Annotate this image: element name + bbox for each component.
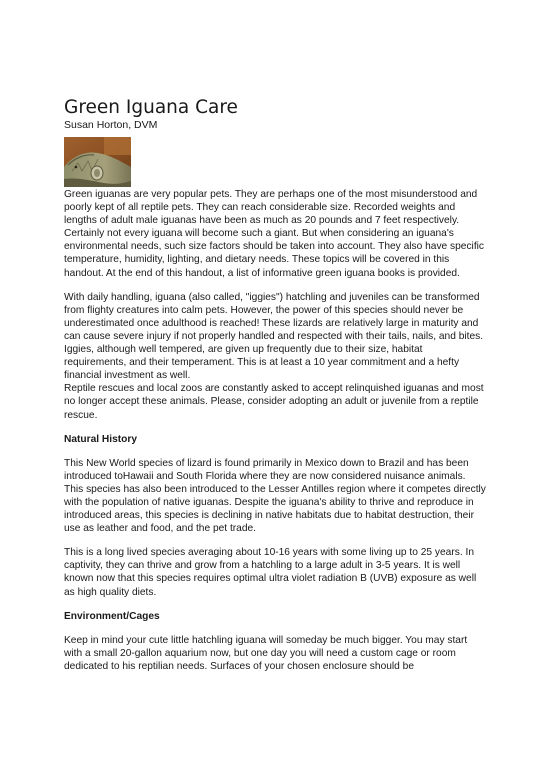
paragraph-environment-1: Keep in mind your cute little hatchling iguana will someday be much bigger. You may start with a small 20-gallon aquarium now, but one day you will need a custom cage or room dedicated to his reptilian needs. Surfaces of your chosen enclosure should be [64,634,468,672]
document-title: Green Iguana Care [64,97,238,118]
paragraph-natural-history-2: This is a long lived species averaging about 10-16 years with some living up to 25 years. In captivity, they can thrive and grow from a hatchling to a large adult in 3-5 years. It is well known now that this species requires optimal ultra violet radiation B (UVB) exposure as well as high quality diets. [64,547,477,598]
heading-environment: Environment/Cages [64,610,160,622]
paragraph-handling: With daily handling, iguana (also called, "iggies") hatchling and juveniles can be transformed from flighty creatures into calm pets. However, the power of this species should never be underestimated once adulthood is reached! These lizards are relatively large in maturity and can cause severe injury if not properly handled and respected with their tails, nails, and bites. Iggies, although well tempered, are given up frequently due to their size, habitat requirements, and their temperament. This is at least a 10 year commitment and a hefty financial investment as well. [64,291,484,382]
paragraph-natural-history-1: This New World species of lizard is found primarily in Mexico down to Brazil and has been introduced toHawaii and South Florida where they are now considered nuisance animals. This species has also been introduced to the Lesser Antilles region where it competes directly with the population of native iguanas. Despite the iguana's ability to thrive and reproduce in introduced areas, this species is declining in native habitats due to habitat destruction, their use as leather and food, and the pet trade. [64,457,486,535]
iguana-photo [64,137,131,187]
heading-natural-history: Natural History [64,433,138,445]
paragraph-intro: Green iguanas are very popular pets. They are perhaps one of the most misunderstood and poorly kept of all reptile pets. They can reach considerable size. Recorded weights and lengths of adult male iguanas have been as much as 20 pounds and 7 feet respectively. Certainly not every iguana will become such a giant. But when considering an iguana's environmental needs, such size factors should be taken into account. They also have specific temperature, humidity, lighting, and dietary needs. These topics will be covered in this handout. At the end of this handout, a list of informative green iguana books is provided. [64,189,485,279]
author-line: Susan Horton, DVM [64,119,158,131]
document-page [64,98,486,684]
paragraph-rescue: Reptile rescues and local zoos are constantly asked to accept relinquished iguanas and most no longer accept these animals. Please, consider adopting an adult or juvenile from a reptile rescue. [64,383,484,421]
